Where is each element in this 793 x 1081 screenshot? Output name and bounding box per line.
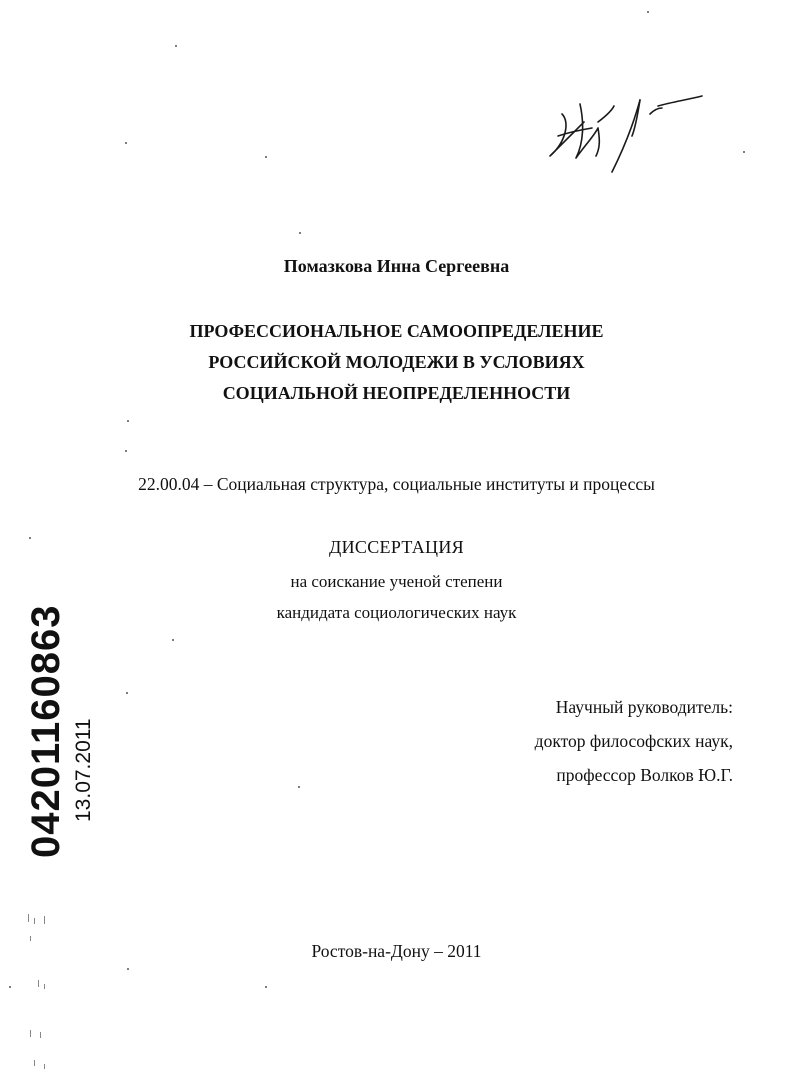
- advisor-line: Научный руководитель:: [555, 697, 733, 717]
- degree-line: на соискание ученой степени: [290, 572, 503, 591]
- advisor-line: доктор философских наук,: [534, 731, 733, 751]
- title-line: СОЦИАЛЬНОЙ НЕОПРЕДЕЛЕННОСТИ: [222, 383, 571, 403]
- author-name: Помазкова Инна Сергеевна: [283, 256, 510, 276]
- title-line: РОССИЙСКОЙ МОЛОДЕЖИ В УСЛОВИЯХ: [208, 352, 585, 372]
- advisor-line: профессор Волков Ю.Г.: [556, 765, 733, 785]
- advisor-block: [535, 690, 733, 792]
- document-kind: ДИССЕРТАЦИЯ: [329, 537, 464, 557]
- handwritten-signature-icon: [540, 92, 710, 182]
- library-stamp: [20, 604, 100, 862]
- stamp-date: 13.07.2011: [72, 718, 95, 822]
- degree-block: [0, 566, 793, 628]
- dissertation-title: [0, 316, 793, 409]
- title-line: ПРОФЕССИОНАЛЬНОЕ САМООПРЕДЕЛЕНИЕ: [189, 321, 604, 341]
- city-year: Ростов-на-Дону – 2011: [311, 941, 482, 961]
- specialty-code: 22.00.04 – Социальная структура, социальные институты и процессы: [138, 474, 655, 494]
- degree-line: кандидата социологических наук: [276, 603, 517, 622]
- stamp-code: 04201160863: [24, 604, 68, 858]
